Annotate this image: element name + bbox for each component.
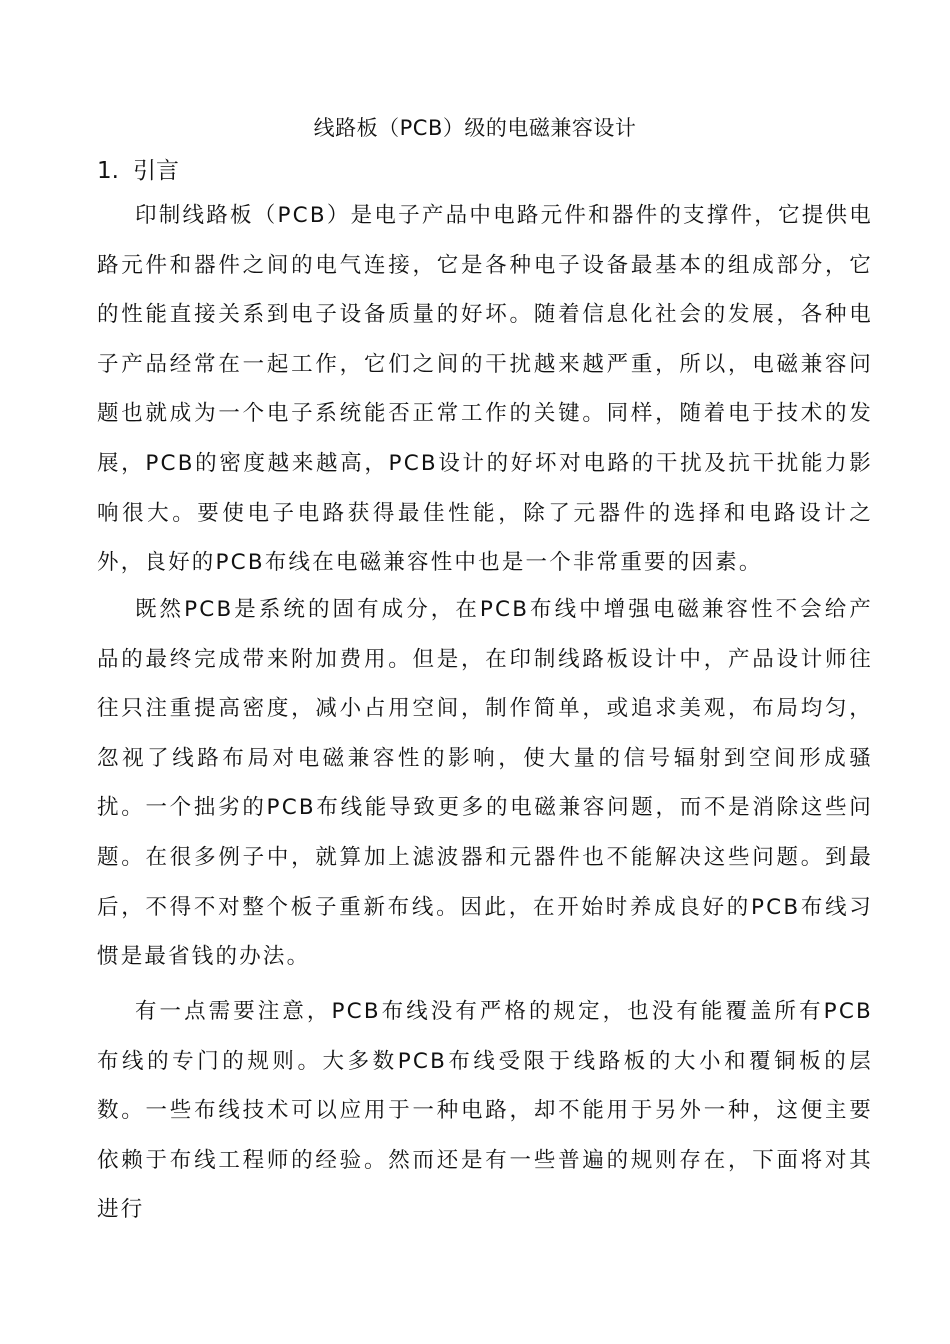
body-paragraph: 既然PCB是系统的固有成分，在PCB布线中增强电磁兼容性不会给产品的最终完成带来附加费用。但是，在印制线路板设计中，产品设计师往往只注重提高密度，减小占用空间，制作简单，或追求美观，布局均匀，忽视了线路布局对电磁兼容性的影响，使大量的信号辐射到空间形成骚扰。一个拙劣的PCB布线能导致更多的电磁兼容问题，而不是消除这些问题。在很多例子中，就算加上滤波器和元器件也不能解决这些问题。到最后，不得不对整个板子重新布线。因此，在开始时养成良好的PCB布线习惯是最省钱的办法。 xyxy=(97,597,873,970)
body-paragraph: 印制线路板（PCB）是电子产品中电路元件和器件的支撑件，它提供电路元件和器件之间的电气连接，它是各种电子设备最基本的组成部分，它的性能直接关系到电子设备质量的好坏。随着信息化社会的发展，各种电子产品经常在一起工作，它们之间的干扰越来越严重，所以，电磁兼容问题也就成为一个电子系统能否正常工作的关键。同样，随着电于技术的发展，PCB的密度越来越高，PCB设计的好坏对电路的干扰及抗干扰能力影响很大。要使电子电路获得最佳性能，除了元器件的选择和电路设计之外，良好的PCB布线在电磁兼容性中也是一个非常重要的因素。 xyxy=(97,203,873,576)
body-paragraph: 有一点需要注意，PCB布线没有严格的规定，也没有能覆盖所有PCB布线的专门的规则。大多数PCB布线受限于线路板的大小和覆铜板的层数。一些布线技术可以应用于一种电路，却不能用于另外一种，这便主要依赖于布线工程师的经验。然而还是有一些普遍的规则存在，下面将对其进行 xyxy=(97,999,873,1223)
section-heading xyxy=(97,154,179,188)
section-number: 1. xyxy=(97,158,119,184)
document-title: 线路板（PCB）级的电磁兼容设计 xyxy=(313,116,637,140)
section-title: 引言 xyxy=(132,158,179,184)
